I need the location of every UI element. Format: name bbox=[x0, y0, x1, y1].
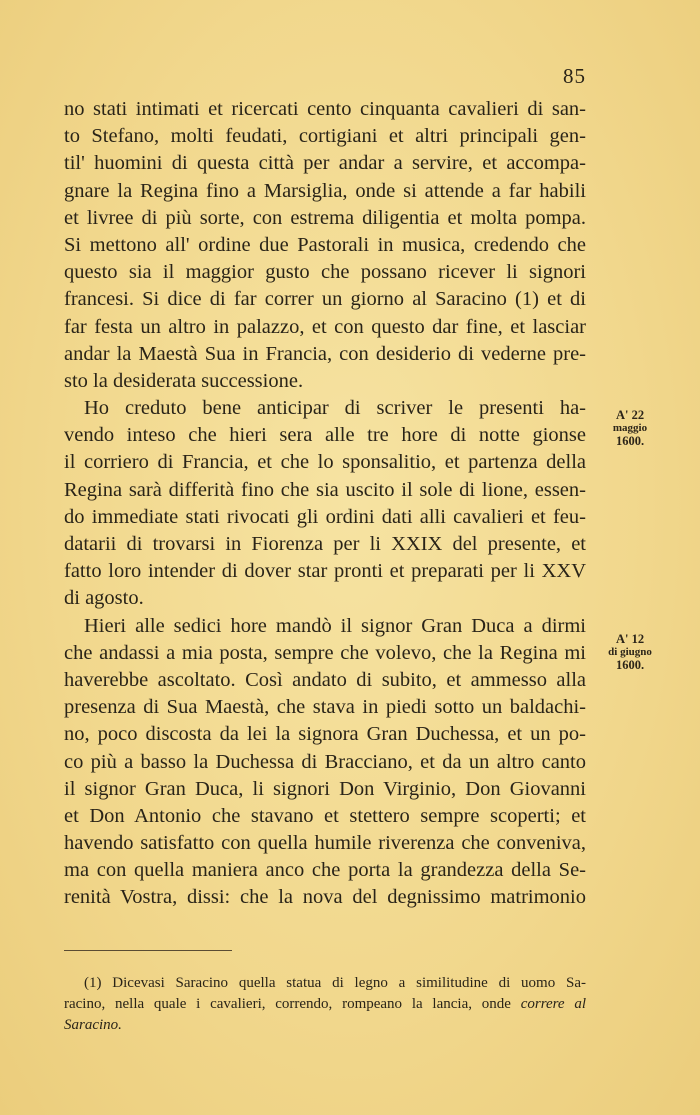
main-text bbox=[64, 96, 586, 912]
footnote-divider bbox=[64, 950, 232, 951]
text-line: havendo satisfatto con quella humile riverenza che conveniva, bbox=[64, 832, 586, 855]
text-line: Si mettono all' ordine due Pastorali in musica, credendo che bbox=[64, 233, 586, 256]
text-line: no, poco discosta da lei la signora Gran Duchessa, et un po- bbox=[64, 723, 586, 746]
text-line: no stati intimati et ricercati cento cinquanta cavalieri di san- bbox=[64, 98, 586, 120]
text-line: il corriero di Francia, et che lo sponsalitio, et partenza della bbox=[64, 451, 586, 474]
margin-note-line: 1600. bbox=[615, 658, 645, 672]
text-line: renità Vostra, dissi: che la nova del degnissimo matrimonio bbox=[64, 886, 586, 909]
text-line: Regina sarà differità fino che sia uscito il sole di lione, essen- bbox=[64, 478, 586, 501]
text-line: sto la desiderata successione. bbox=[64, 369, 304, 392]
text-line: presenza di Sua Maestà, che stava in piedi sotto un baldachi- bbox=[64, 696, 586, 719]
text-line: co più a basso la Duchessa di Bracciano, et da un altro canto bbox=[64, 750, 586, 773]
text-line: far festa un altro in palazzo, et con questo dar fine, et lasciar bbox=[64, 315, 586, 338]
margin-note-line: A' 22 bbox=[615, 408, 645, 422]
paragraph-start: Ho creduto bene anticipar di scriver le presenti ha- bbox=[84, 397, 586, 420]
text-line: ma con quella maniera anco che porta la grandezza della Se- bbox=[64, 859, 586, 882]
text-line: to Stefano, molti feudati, cortigiani et altri principali gen- bbox=[64, 125, 586, 148]
text-line: fatto loro intender di dover star pronti et preparati per li XXV bbox=[64, 560, 586, 583]
footnote bbox=[64, 973, 586, 1036]
footnote-line bbox=[64, 994, 586, 1015]
text-line: il signor Gran Duca, li signori Don Virginio, Don Giovanni bbox=[64, 777, 586, 800]
text-line: til' huomini di questa città per andar a servire, et accompa- bbox=[64, 152, 586, 175]
margin-note-line: di giugno bbox=[608, 646, 652, 658]
text-line: vendo inteso che hieri sera alle tre hore di notte gionse bbox=[64, 424, 586, 447]
margin-note-line: 1600. bbox=[615, 434, 645, 448]
margin-date-note bbox=[604, 633, 656, 672]
text-line: che andassi a mia posta, sempre che volevo, che la Regina mi bbox=[64, 641, 586, 664]
text-line: et livree di più sorte, con estrema diligentia et molta pompa. bbox=[64, 206, 586, 229]
text-line: gnare la Regina fino a Marsiglia, onde si attende a far habili bbox=[64, 179, 586, 202]
text-line: et Don Antonio che stavano et stettero sempre scoperti; et bbox=[64, 804, 586, 827]
footnote-line: (1) Dicevasi Saracino quella statua di legno a similitudine di uomo Sa- bbox=[84, 975, 586, 991]
margin-note-line: A' 12 bbox=[615, 632, 645, 646]
text-line: francesi. Si dice di far correr un giorno al Saracino (1) et di bbox=[64, 288, 586, 311]
footnote-italic-text: correre al bbox=[520, 996, 587, 1012]
margin-date-note bbox=[604, 409, 656, 448]
text-line: datarii di trovarsi in Fiorenza per li XXIX del presente, et bbox=[64, 533, 586, 555]
page-number: 85 bbox=[563, 64, 586, 88]
text-line: di agosto. bbox=[64, 587, 144, 610]
text-line: andar la Maestà Sua in Francia, con desiderio di vederne pre- bbox=[64, 342, 586, 365]
text-line: haverebbe ascoltato. Così andato di subito, et ammesso alla bbox=[64, 668, 586, 691]
text-line: do immediate stati rivocati gli ordini dati alli cavalieri et feu- bbox=[64, 505, 586, 528]
footnote-line: Saracino. bbox=[64, 1017, 122, 1033]
text-line: questo sia il maggior gusto che possano ricever li signori bbox=[64, 261, 586, 284]
margin-note-line: maggio bbox=[612, 422, 648, 434]
paragraph-start: Hieri alle sedici hore mandò il signor Gran Duca a dirmi bbox=[84, 614, 586, 637]
footnote-text: racino, nella quale i cavalieri, correndo, rompeano la lancia, onde bbox=[64, 996, 511, 1012]
